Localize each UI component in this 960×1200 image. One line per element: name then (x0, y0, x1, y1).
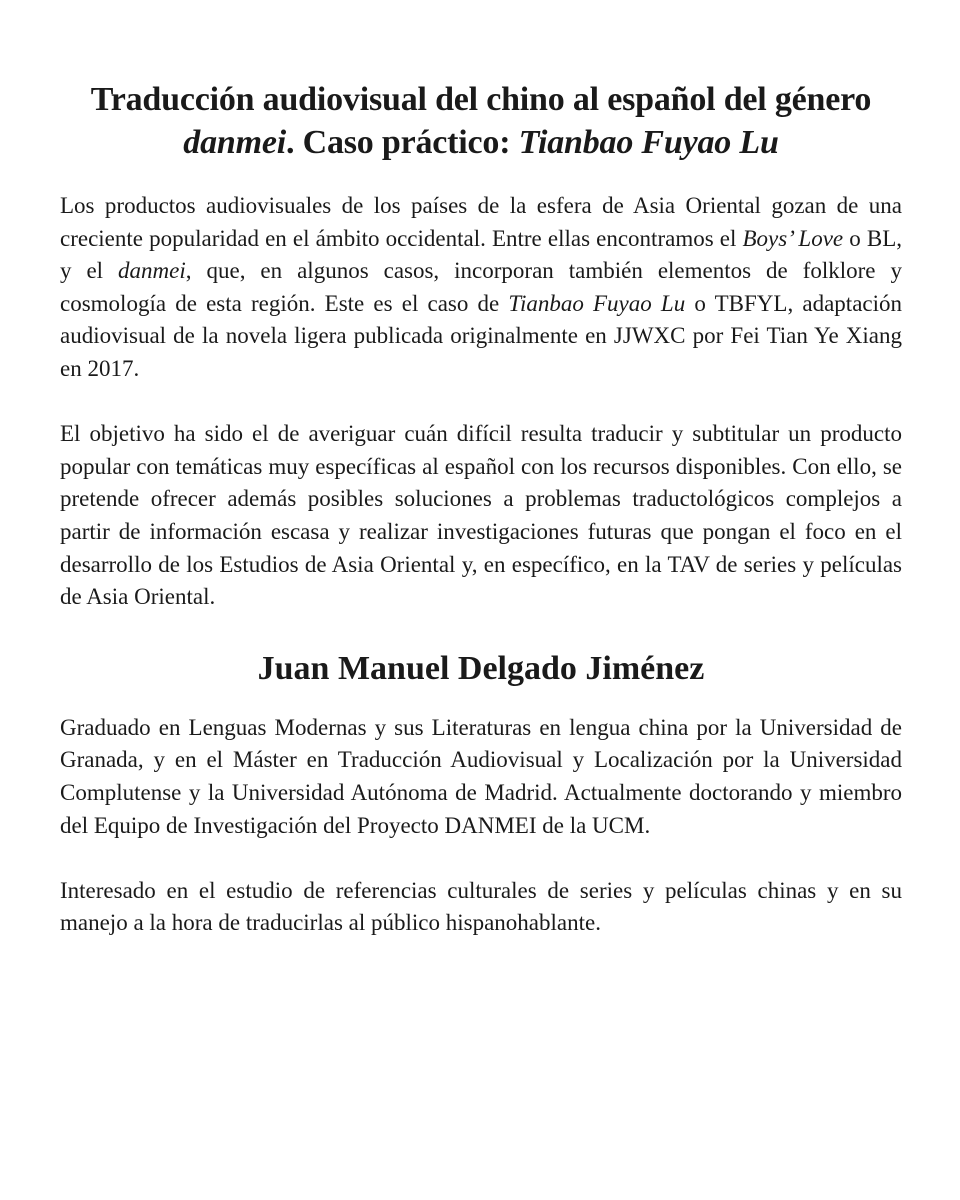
abstract-p1-italic-boys-love: Boys’ Love (742, 225, 844, 251)
abstract-p1-italic-danmei: danmei (118, 258, 186, 284)
author-bio-paragraph-1: Graduado en Lenguas Modernas y sus Literaturas en lengua china por la Universidad de Granada, y en el Máster en Traducción Audiovisual y Localización por la Universidad Complutense y la Universidad Autónoma de Madrid. Actualmente doctorando y miembro del Equipo de Investigación del Proyecto DANMEI de la UCM. (60, 714, 902, 838)
abstract-p1-text-3: , que, en algunos casos, incorporan también elementos de folklore y cosmología de esta región. Este es el caso de (60, 258, 902, 316)
document-page (60, 78, 902, 940)
abstract-p1-text-1: Los productos audiovisuales de los países de la esfera de Asia Oriental gozan de una creciente popularidad en el ámbito occidental. Entre ellas encontramos el (60, 193, 902, 251)
abstract-p1-text-4: o TBFYL, adaptación audiovisual de la novela ligera publicada originalmente en JJWXC por Fei Tian Ye Xiang en 2017. (60, 290, 902, 381)
author-name: Juan Manuel Delgado Jiménez (257, 649, 705, 687)
abstract-p1-text-2: o BL, y el (60, 225, 902, 284)
abstract-section (60, 190, 902, 614)
title-italic-danmei: danmei (183, 124, 286, 161)
author-bio-section (60, 712, 902, 940)
document-title (60, 78, 902, 164)
abstract-paragraph-1 (60, 190, 902, 386)
title-part-3: . Caso práctico: (286, 124, 519, 161)
title-italic-series: Tianbao Fuyao Lu (518, 124, 779, 161)
title-part-1: Traducción audiovisual del chino al español del género (90, 81, 872, 118)
author-bio-paragraph-2: Interesado en el estudio de referencias culturales de series y películas chinas y en su manejo a la hora de traducirlas al público hispanohablante. (60, 877, 902, 936)
abstract-p1-italic-series: Tianbao Fuyao Lu (508, 290, 686, 316)
abstract-paragraph-2: El objetivo ha sido el de averiguar cuán difícil resulta traducir y subtitular un producto popular con temáticas muy específicas al español con los recursos disponibles. Con ello, se pretende ofrecer además posibles soluciones a problemas traductológicos complejos a partir de información escasa y realizar investigaciones futuras que pongan el foco en el desarrollo de los Estudios de Asia Oriental y, en específico, en la TAV de series y películas de Asia Oriental. (60, 421, 902, 610)
